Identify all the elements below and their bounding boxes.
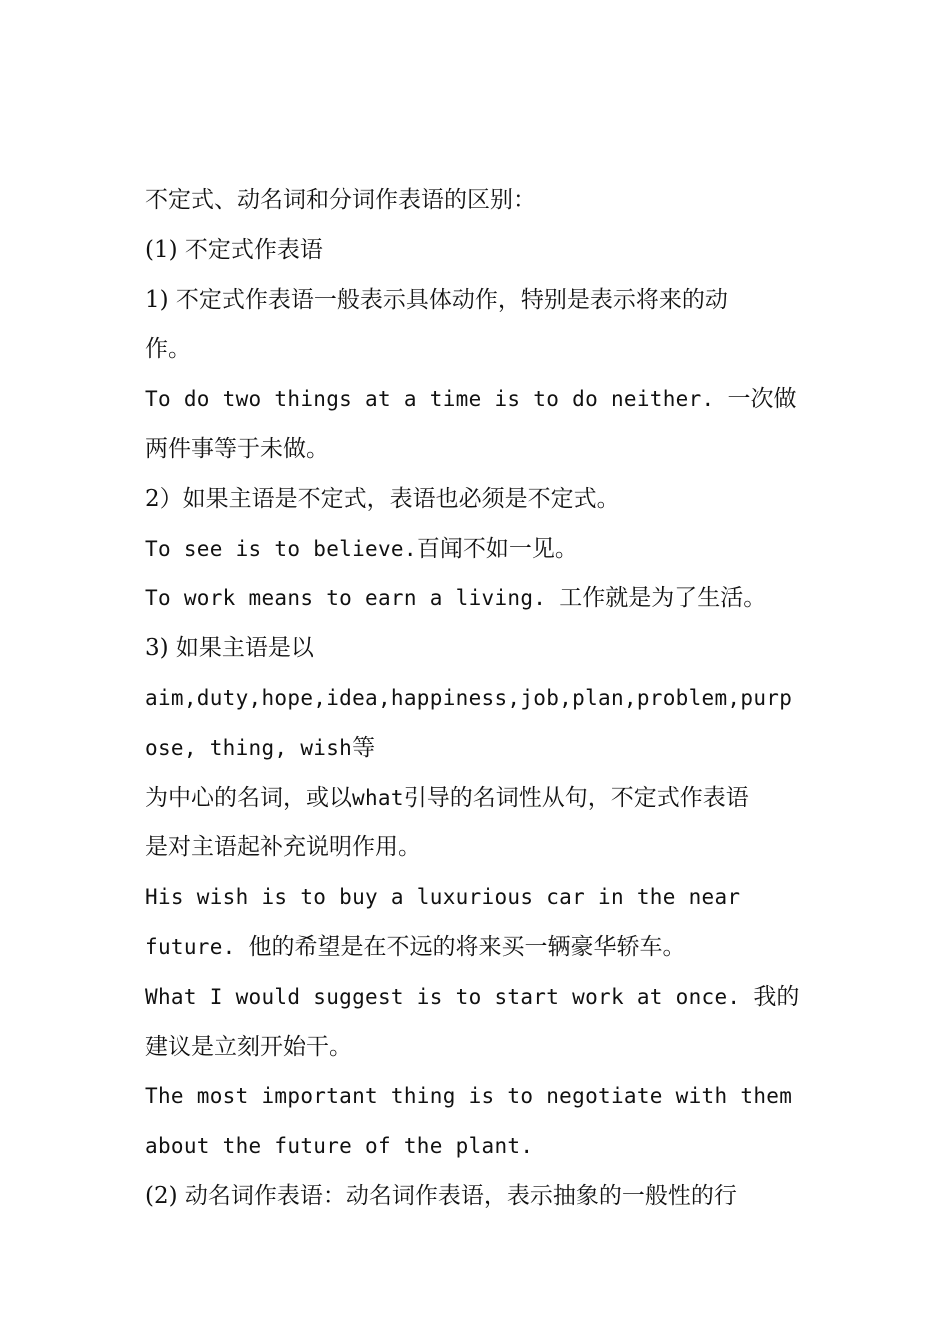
point-1-line-1: 1) 不定式作表语一般表示具体动作，特别是表示将来的动	[145, 286, 728, 313]
point-3-line-4	[145, 774, 815, 824]
point-3-line-3	[145, 724, 815, 774]
point-3-line-4-b: 引导的名词性从句，不定式作表语	[403, 784, 749, 811]
point-3-line-3-chinese: 等	[352, 734, 376, 761]
point-3-line-5: 是对主语起补充说明作用。	[145, 834, 421, 861]
example-6-line-1: The most important thing is to negotiate with them	[145, 1084, 793, 1109]
example-5-chinese-b: 建议是立刻开始干。	[145, 1033, 352, 1060]
example-5-english: What I would suggest is to start work at once.	[145, 984, 754, 1009]
section-1-title: (1) 不定式作表语	[145, 236, 323, 263]
point-3-line-1: 3) 如果主语是以	[145, 635, 314, 662]
example-1-chinese-a: 一次做	[727, 386, 797, 413]
example-1	[145, 375, 815, 425]
document-body	[145, 176, 815, 1222]
point-3-line-3-english: ose, thing, wish	[145, 735, 353, 760]
example-4-chinese: 他的希望是在不远的将来买一辆豪华轿车。	[248, 933, 686, 960]
point-2: 2）如果主语是不定式，表语也必须是不定式。	[145, 485, 620, 512]
example-2-english: To see is to believe.	[145, 536, 417, 561]
example-6-line-2: about the future of the plant.	[145, 1134, 534, 1159]
example-5	[145, 973, 815, 1023]
point-3-line-2: aim,duty,hope,idea,happiness,job,plan,problem,purp	[145, 685, 793, 710]
example-1-english: To do two things at a time is to do neither.	[145, 387, 728, 412]
point-3-line-4-a: 为中心的名词，或以	[145, 784, 352, 811]
example-3-english: To work means to earn a living.	[145, 586, 560, 611]
example-5-chinese-a: 我的	[753, 983, 800, 1010]
example-3-chinese: 工作就是为了生活。	[559, 585, 767, 612]
example-2	[145, 525, 815, 575]
heading: 不定式、动名词和分词作表语的区别：	[145, 187, 536, 213]
example-1-chinese-b: 两件事等于未做。	[145, 435, 329, 462]
example-3	[145, 574, 815, 624]
example-4-english-line-1: His wish is to buy a luxurious car in the near	[145, 885, 741, 910]
section-2-line-1: (2) 动名词作表语：动名词作表语，表示抽象的一般性的行	[145, 1182, 737, 1209]
point-1-line-2: 作。	[145, 336, 191, 363]
example-4-line-2	[145, 923, 815, 973]
example-4-english-line-2: future.	[145, 934, 249, 959]
point-3-line-4-english: what	[352, 785, 404, 810]
example-2-chinese: 百闻不如一见。	[416, 535, 578, 562]
